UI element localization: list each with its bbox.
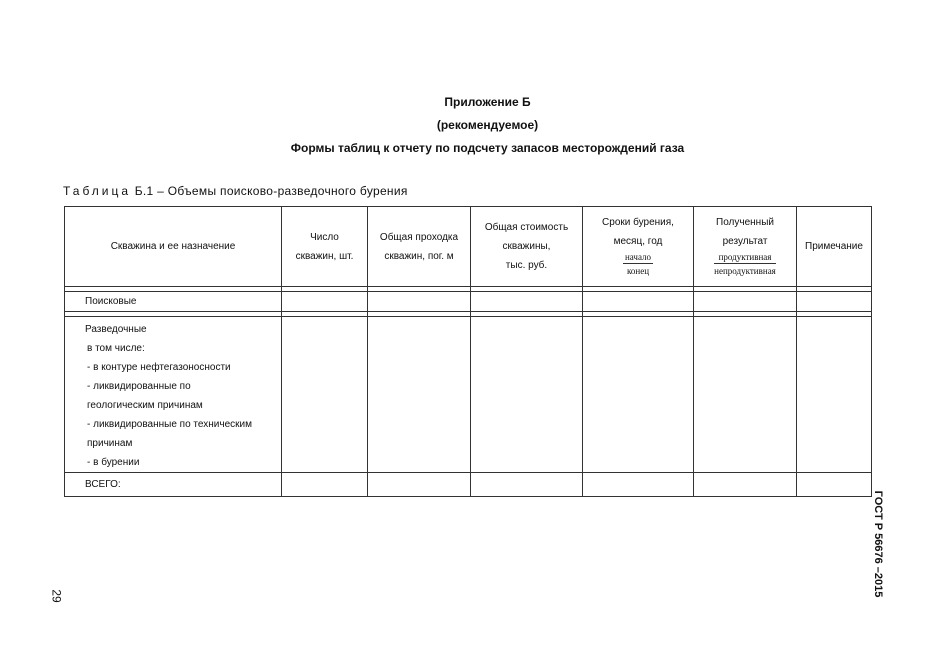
col-dates-end: конец bbox=[626, 265, 650, 276]
row-total-label: ВСЕГО: bbox=[65, 473, 282, 497]
col-count-line2: скважин, шт. bbox=[295, 250, 354, 262]
row-search-label: Поисковые bbox=[65, 292, 282, 312]
table-caption-prefix: Таблица bbox=[63, 184, 132, 198]
col-dates-line2: месяц, год bbox=[613, 235, 663, 247]
appendix-heading: Приложение Б bbox=[444, 95, 531, 109]
row-exploration-label: Разведочные в том числе: - в контуре нефтегазоносности - ликвидированные по геологическим причинам - ликвидированные по техническим причинам - в бурении bbox=[65, 317, 282, 473]
col-count-line1: Число bbox=[310, 231, 339, 243]
col-dates-start: начало bbox=[624, 251, 652, 262]
col-result-line1: Полученный bbox=[716, 216, 774, 228]
col-count bbox=[282, 207, 368, 287]
drilling-volumes-table bbox=[64, 206, 872, 497]
col-result-line2: результат bbox=[722, 235, 768, 247]
table-caption-text: Б.1 – Объемы поисково-разведочного бурения bbox=[134, 184, 408, 198]
col-dates bbox=[583, 207, 694, 287]
page-number: 29 bbox=[49, 589, 64, 603]
table-row bbox=[65, 473, 872, 497]
col-footage bbox=[368, 207, 471, 287]
col-result-fraction bbox=[714, 251, 776, 278]
table-row bbox=[65, 317, 872, 473]
col-dates-line1: Сроки бурения, bbox=[602, 216, 674, 228]
col-cost-line3: тыс. руб. bbox=[505, 260, 548, 271]
table-row bbox=[65, 292, 872, 312]
table-header-row bbox=[65, 207, 872, 287]
col-footage-line2: скважин, пог. м bbox=[384, 250, 454, 262]
appendix-status: (рекомендуемое) bbox=[436, 118, 539, 132]
col-result-nonproductive: непродуктивная bbox=[714, 265, 776, 276]
col-footage-line1: Общая проходка bbox=[379, 231, 459, 243]
col-cost-line2: скважины, bbox=[502, 241, 551, 252]
col-well bbox=[65, 207, 282, 287]
table-caption bbox=[63, 184, 408, 198]
col-cost-line1: Общая стоимость bbox=[484, 222, 569, 233]
col-result bbox=[694, 207, 797, 287]
col-cost bbox=[471, 207, 583, 287]
appendix-title: Формы таблиц к отчету по подсчету запасов месторождений газа bbox=[290, 141, 685, 155]
col-dates-fraction bbox=[623, 251, 653, 278]
standard-designation: ГОСТ Р 56676 –2015 bbox=[872, 490, 884, 598]
col-notes-label: Примечание bbox=[805, 241, 863, 252]
col-notes bbox=[797, 207, 872, 287]
col-result-productive: продуктивная bbox=[714, 251, 776, 264]
col-well-label: Скважина и ее назначение bbox=[110, 241, 236, 252]
